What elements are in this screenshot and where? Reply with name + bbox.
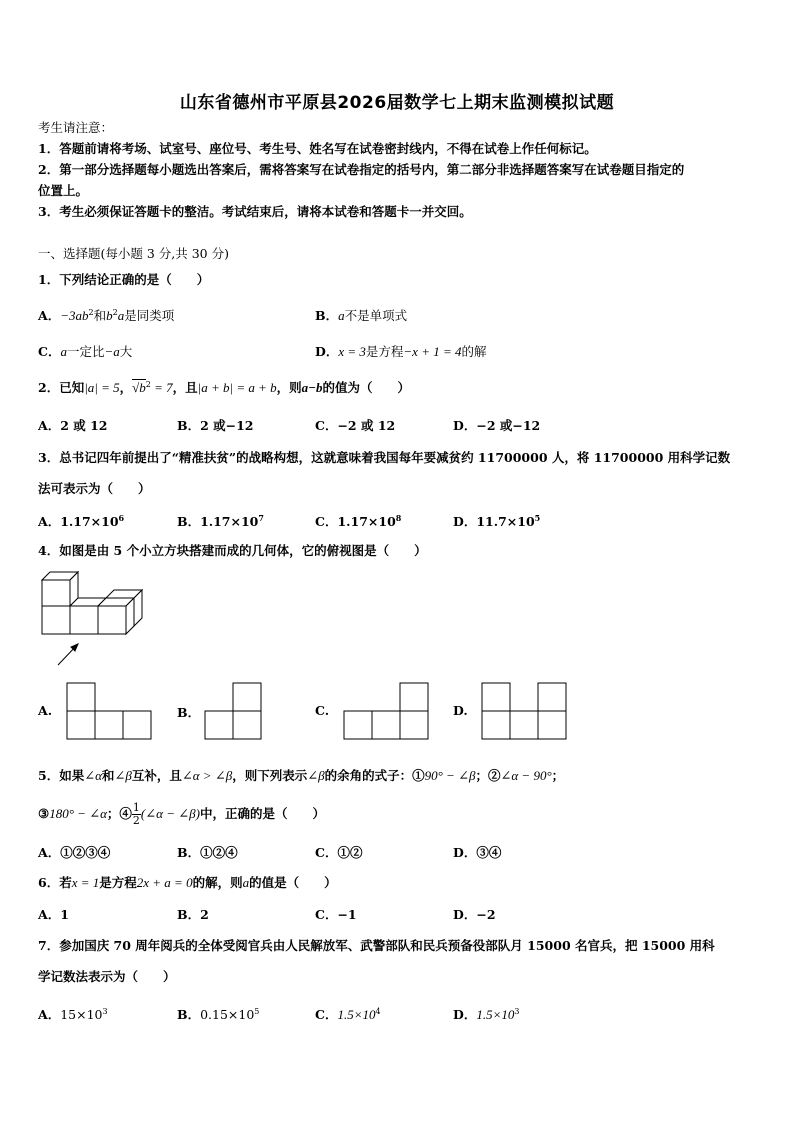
question-5-stem-line2: ③180° − ∠α；④ $\frac{1}{2}$ (∠α − ∠β)中，正确的是（ ） [38,801,325,827]
notice-heading: 考生请注意： [38,120,114,135]
q4-option-a-figure[interactable] [66,682,152,740]
q3-option-b[interactable]: B．$1.17\times 10^7$ [177,512,264,529]
question-5-stem-line1: 5．如果∠α和∠β互补，且∠α > ∠β，则下列表示∠β的余角的式子：①90° − ∠β；②∠α − 90°； [38,768,565,783]
cube-solid-figure [38,564,158,668]
q1-option-c[interactable]: C．a一定比−a大 [38,344,133,359]
q4-option-b[interactable]: B． [177,705,201,720]
q2-option-b[interactable]: B．2 或−12 [177,418,254,433]
q4-option-c[interactable]: C. [315,703,330,718]
question-7-stem-line1: 7．参加国庆 70 周年阅兵的全体受阅官兵由人民解放军、武警部队和民兵预备役部队月 15000 名官兵，把 15000 用科 [38,938,715,953]
q1-option-d[interactable]: D．x = 3是方程−x + 1 = 4的解 [315,344,487,359]
q2-option-d[interactable]: D．−2 或−12 [453,418,541,433]
q6-option-b[interactable]: B．2 [177,907,209,922]
question-3-stem-line1: 3．总书记四年前提出了“精准扶贫”的战略构想，这就意味着我国每年要减贫约 11700000 人，将 11700000 用科学记数 [38,450,731,465]
q7-option-b[interactable]: B．$0.15\times 10^5$ [177,1006,260,1022]
notice-item-2-cont: 位置上。 [38,183,89,198]
q7-option-d[interactable]: D．$1.5\times 10^3$ [453,1006,520,1022]
q6-option-d[interactable]: D．−2 [453,907,496,922]
q5-option-a[interactable]: A．①②③④ [38,845,111,860]
notice-item-3: 3．考生必须保证答题卡的整洁。考试结束后，请将本试卷和答题卡一并交回。 [38,204,472,219]
q6-option-c[interactable]: C．−1 [315,907,357,922]
question-1-stem: 1．下列结论正确的是（ ） [38,272,210,287]
question-7-stem-line2: 学记数法表示为（ ） [38,969,176,984]
q4-option-a[interactable]: A. [38,703,53,718]
q3-option-a[interactable]: A．$1.17\times 10^6$ [38,512,125,529]
q5-option-c[interactable]: C．①② [315,845,363,860]
q1-option-b[interactable]: B．a不是单项式 [315,308,408,323]
question-3-stem-line2: 法可表示为（ ） [38,481,151,496]
q2-option-a[interactable]: A．2 或 12 [38,418,108,433]
q4-option-d[interactable]: D. [453,703,468,718]
q4-option-d-figure[interactable] [481,682,567,740]
q3-option-c[interactable]: C．$1.17\times 10^8$ [315,512,402,529]
notice-item-1: 1．答题前请将考场、试室号、座位号、考生号、姓名写在试卷密封线内，不得在试卷上作任何标记。 [38,141,597,156]
question-4-stem: 4．如图是由 5 个小立方块搭建而成的几何体，它的俯视图是（ ） [38,543,427,558]
q3-option-d[interactable]: D．$11.7\times 10^5$ [453,512,541,529]
q7-option-c[interactable]: C．$1.5\times 10^4$ [315,1006,381,1022]
q6-option-a[interactable]: A．1 [38,907,69,922]
fraction-one-half: $\frac{1}{2}$ [132,801,140,827]
q5-option-b[interactable]: B．①②④ [177,845,238,860]
page-title: 山东省德州市平原县2026届数学七上期末监测模拟试题 [179,93,615,113]
section-heading: 一、选择题(每小题 3 分,共 30 分) [38,246,229,261]
q2-option-c[interactable]: C．−2 或 12 [315,418,396,433]
q5-option-d[interactable]: D．③④ [453,845,502,860]
q4-option-b-figure[interactable] [204,682,262,740]
notice-item-2: 2．第一部分选择题每小题选出答案后，需将答案写在试卷指定的括号内，第二部分非选择题答案写在试卷题目指定的 [38,162,685,177]
question-6-stem: 6．若x = 1是方程2x + a = 0的解，则a的值是（ ） [38,875,337,890]
q4-option-c-figure[interactable] [343,682,429,740]
q1-option-a[interactable]: A．$-3ab^2$和$b^2a$是同类项 [38,307,175,323]
question-2-stem: 2．已知|a| = 5，$√b^2 = 7$，且|a + b| = a + b，则a−b的值为（ ） [38,379,411,395]
q7-option-a[interactable]: A．$15\times 10^3$ [38,1006,108,1022]
